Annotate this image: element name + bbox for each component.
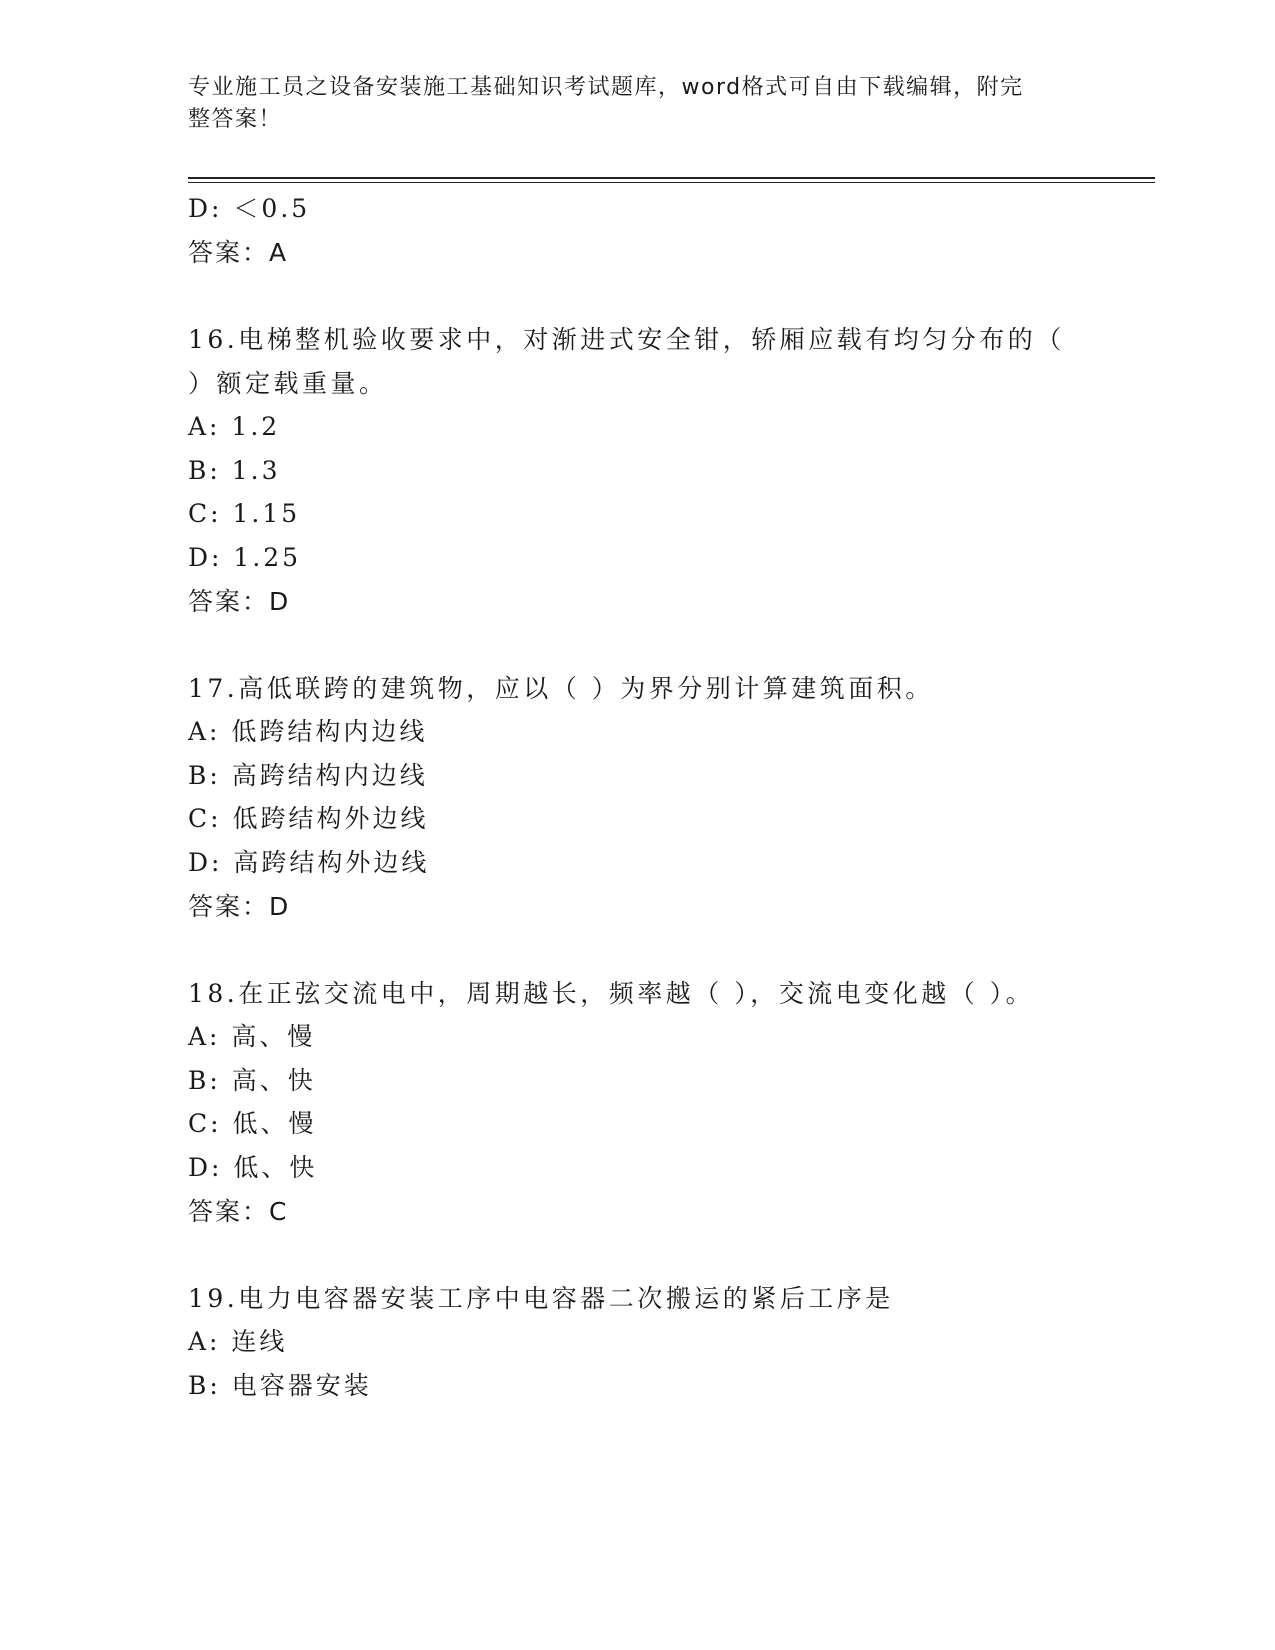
- q17-option-a: A: 低跨结构内边线: [188, 717, 428, 746]
- q16-text-line-2: ）额定载重量。: [188, 369, 388, 398]
- q16-text-line-1: 16.电梯整机验收要求中，对渐进式安全钳，轿厢应载有均匀分布的（: [188, 325, 1065, 354]
- q18-option-c: C: 低、慢: [188, 1109, 317, 1138]
- header-line-1: 专业施工员之设备安装施工基础知识考试题库，word格式可自由下载编辑，附完: [188, 75, 1024, 100]
- q19-option-b: B: 电容器安装: [188, 1371, 372, 1400]
- q17-option-b: B: 高跨结构内边线: [188, 761, 428, 790]
- q17-answer: 答案：D: [188, 892, 291, 921]
- q16-option-b: B: 1.3: [188, 456, 281, 485]
- header-divider-thin: [188, 182, 1155, 183]
- q16-option-c: C: 1.15: [188, 499, 301, 528]
- document-header: [188, 72, 1088, 136]
- q17-text-line-1: 17.高低联跨的建筑物，应以（ ）为界分别计算建筑面积。: [188, 674, 934, 703]
- q18-option-d: D: 低、快: [188, 1153, 318, 1182]
- q18-text-line-1: 18.在正弦交流电中，周期越长，频率越（ ），交流电变化越（ ）。: [188, 979, 1035, 1008]
- prev-option-d: D: ＜0.5: [188, 194, 311, 223]
- q16-option-a: A: 1.2: [188, 412, 281, 441]
- prev-answer: 答案：A: [188, 238, 289, 267]
- q18-answer: 答案：C: [188, 1197, 289, 1226]
- header-line-2: 整答案！: [188, 107, 283, 132]
- q16-answer: 答案：D: [188, 587, 291, 616]
- header-divider: [188, 177, 1155, 179]
- q19-option-a: A: 连线: [188, 1327, 288, 1356]
- q16-option-d: D: 1.25: [188, 543, 302, 572]
- q18-option-a: A: 高、慢: [188, 1022, 316, 1051]
- q18-option-b: B: 高、快: [188, 1066, 316, 1095]
- q17-option-c: C: 低跨结构外边线: [188, 804, 429, 833]
- q19-text-line-1: 19.电力电容器安装工序中电容器二次搬运的紧后工序是: [188, 1284, 894, 1313]
- q17-option-d: D: 高跨结构外边线: [188, 848, 430, 877]
